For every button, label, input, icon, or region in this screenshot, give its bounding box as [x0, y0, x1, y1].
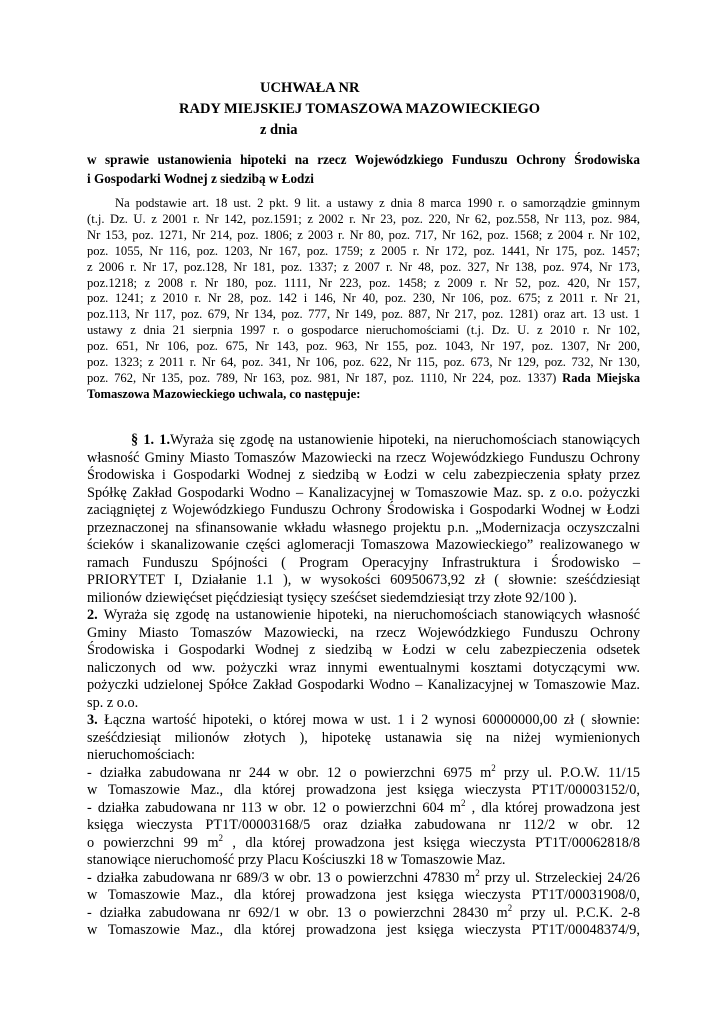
basis-line: poz. 1055, Nr 116, poz. 1203, Nr 167, poz. 1759; z 2005 r. Nr 172, poz. 1441, Nr 175, poz. 1457;	[87, 243, 640, 258]
property-text: - działka zabudowana nr 113 w obr. 12 o powierzchni 604 m	[87, 799, 462, 816]
basis-line: (t.j. Dz. U. z 2001 r. Nr 142, poz.1591; z 2002 r. Nr 23, poz. 220, Nr 62, poz.558, Nr 113, poz. 984,	[87, 211, 640, 226]
area-exponent: 2	[218, 832, 223, 843]
area-exponent: 2	[507, 902, 513, 913]
basis-line	[87, 371, 640, 387]
paragraph-3-line: sześćdziesiąt milionów złotych ), hipotekę ustanawia się na niżej wymienionych	[87, 729, 640, 746]
property-text: przy ul. P.C.K. 2-8	[512, 904, 640, 921]
property-text: przy ul. P.O.W. 11/15	[495, 764, 640, 781]
property-text: przy ul. Strzeleckiej 24/26	[479, 869, 640, 886]
area-exponent: 2	[475, 867, 480, 878]
basis-text: poz. 762, Nr 135, poz. 789, Nr 163, poz. 981, Nr 187, poz. 1110, Nr 224, poz. 1337)	[87, 370, 563, 385]
paragraph-text: Wyraża się zgodę na ustanowienie hipoteki, na nieruchomościach stanowiących własność	[97, 607, 640, 623]
basis-line: poz. 1241; z 2010 r. Nr 28, poz. 142 i 146, Nr 40, poz. 230, Nr 106, poz. 675; z 2011 r. Nr 21,	[87, 291, 640, 306]
paragraph-2-line: Środowiska i Gospodarki Wodnej z siedzibą w Łodzi w celu zabezpieczenia odsetek	[87, 642, 640, 658]
subject-line: i Gospodarki Wodnej z siedzibą w Łodzi	[87, 171, 314, 186]
paragraph-1-line: zaciągniętej z Wojewódzkiego Funduszu Ochrony Środowiska i Gospodarki Wodnej w Łodzi	[87, 502, 640, 518]
basis-line: z 2006 r. Nr 17, poz.128, Nr 181, poz. 1337; z 2007 r. Nr 48, poz. 327, Nr 138, poz. 974, Nr 173,	[87, 259, 640, 274]
property-text: - działka zabudowana nr 689/3 w obr. 13 o powierzchni 47830 m	[87, 869, 476, 886]
property-item-line	[87, 832, 640, 853]
paragraph-1-line: Spółkę Zakład Gospodarki Wodno – Kanalizacyjnej w Tomaszowie Maz. sp. z o.o. pożyczki	[87, 484, 640, 501]
property-item-line: w Tomaszowie Maz., dla której prowadzona jest księga wieczysta PT1T/00048374/9,	[87, 922, 640, 938]
legal-basis-paragraph	[87, 196, 640, 403]
paragraph-2-line: Gminy Miasto Tomaszów Mazowiecki, na rzecz Wojewódzkiego Funduszu Ochrony	[87, 624, 640, 641]
section-1	[87, 432, 640, 940]
paragraph-2-line	[87, 607, 640, 625]
paragraph-1-line: własność Gminy Miasto Tomaszów Mazowiecki na rzecz Wojewódzkiego Funduszu Ochrony	[87, 449, 640, 466]
property-item-line: księga wieczysta PT1T/00003168/5 oraz działka zabudowana nr 112/2 w obr. 12	[87, 817, 640, 833]
paragraph-1-line: przeznaczonej na sfinansowanie wkładu własnego projektu p.n. „Modernizacja oczyszczalni	[87, 519, 640, 536]
council-name-heading: RADY MIEJSKIEJ TOMASZOWA MAZOWIECKIEGO	[179, 101, 541, 117]
paragraph-text: Łączna wartość hipoteki, o której mowa w ust. 1 i 2 wynosi 60000000,00 zł ( słownie:	[97, 712, 640, 728]
area-exponent: 2	[491, 762, 496, 773]
basis-line: Nr 153, poz. 1271, Nr 214, poz. 1806; z 2003 r. Nr 80, poz. 717, Nr 162, poz. 1568; z 2004 r. Nr 102,	[87, 227, 640, 242]
paragraph-1-line: PRIORYTET I, Działanie 1.1 ), w wysokości 60950673,92 zł ( słownie: sześćdziesiąt	[87, 572, 640, 588]
enacting-clause: Tomaszowa Mazowieckiego uchwala, co następuje:	[87, 386, 361, 401]
area-exponent: 2	[461, 797, 466, 808]
resolution-number-heading: UCHWAŁA NR	[260, 80, 360, 96]
property-item-line	[87, 867, 640, 888]
property-text: o powierzchni 99 m	[87, 834, 219, 851]
paragraph-1-line: ścieków i skanalizowanie części aglomeracji Tomaszowa Mazowieckiego” realizowanego w	[87, 537, 640, 553]
resolution-subject	[87, 150, 640, 188]
property-text: - działka zabudowana nr 244 w obr. 12 o powierzchni 6975 m	[87, 764, 492, 781]
property-text: - działka zabudowana nr 692/1 w obr. 13 o powierzchni 28430 m	[87, 904, 508, 921]
subject-line: w sprawie ustanowienia hipoteki na rzecz Wojewódzkiego Funduszu Ochrony Środowiska	[87, 152, 640, 167]
paragraph-2-line: pożyczki udzielonej Spółce Zakład Gospodarki Wodno – Kanalizacyjnej w Tomaszowie Maz.	[87, 677, 640, 693]
property-text: , dla której prowadzona jest	[465, 799, 641, 816]
property-item-line	[87, 797, 641, 818]
paragraph-text: Wyraża się zgodę na ustanowienie hipoteki, na nieruchomościach stanowiących	[170, 432, 640, 448]
resolution-date-heading: z dnia	[260, 122, 298, 138]
paragraph-3-marker: 3.	[87, 712, 98, 728]
property-item-line: stanowiące nieruchomość przy Placu Kościuszki 18 w Tomaszowie Maz.	[87, 852, 506, 868]
property-item-line	[87, 762, 640, 783]
paragraph-1-line: milionów dziewięćset pięćdziesiąt tysięcy sześćset siedemdziesiąt trzy złote 92/100 ).	[87, 589, 577, 606]
council-name-inline: Rada Miejska	[562, 370, 640, 385]
property-item-line: w Tomaszowie Maz., dla której prowadzona jest księga wieczysta PT1T/00031908/0,	[87, 887, 640, 903]
paragraph-3-line	[87, 712, 640, 730]
paragraph-2-line: naliczonych od ww. pożyczki wraz innymi ewentualnymi kosztami dotyczącymi ww.	[87, 659, 640, 676]
paragraph-1-line	[87, 432, 640, 450]
paragraph-1-line: Środowiska i Gospodarki Wodnej z siedzibą w Łodzi w celu zabezpieczenia spłaty przez	[87, 467, 640, 483]
basis-line: poz. 651, Nr 106, poz. 675, Nr 143, poz. 963, Nr 155, poz. 1043, Nr 197, poz. 1307, Nr 200,	[87, 339, 640, 354]
paragraph-2-line: sp. z o.o.	[87, 694, 139, 711]
basis-line: poz.1218; z 2008 r. Nr 180, poz. 1111, Nr 223, poz. 1458; z 2009 r. Nr 52, poz. 420, Nr 157,	[87, 275, 640, 290]
property-item-line	[87, 902, 640, 923]
section-marker: § 1. 1.	[131, 432, 171, 448]
basis-line: ustawy z dnia 21 sierpnia 1997 r. o gospodarce nieruchomościami (t.j. Dz. U. z 2010 r. Nr 102,	[87, 323, 640, 338]
basis-line: poz.113, Nr 117, poz. 679, Nr 134, poz. 777, Nr 149, poz. 887, Nr 217, poz. 1281) oraz art. 13 ust. 1	[87, 307, 640, 322]
basis-line: poz. 1323; z 2011 r. Nr 64, poz. 341, Nr 106, poz. 622, Nr 115, poz. 673, Nr 129, poz. 732, Nr 130,	[87, 355, 640, 370]
property-item-line: w Tomaszowie Maz., dla której prowadzona jest księga wieczysta PT1T/00003152/0,	[87, 782, 640, 798]
basis-line: Na podstawie art. 18 ust. 2 pkt. 9 lit. a ustawy z dnia 8 marca 1990 r. o samorządzie gminnym	[115, 196, 640, 210]
paragraph-1-line: ramach Funduszu Spójności ( Program Operacyjny Infrastruktura i Środowisko –	[87, 554, 640, 571]
property-text: , dla której prowadzona jest księga wieczysta PT1T/00062818/8	[222, 834, 640, 851]
paragraph-2-marker: 2.	[87, 607, 98, 623]
paragraph-3-line: nieruchomościach:	[87, 747, 195, 763]
